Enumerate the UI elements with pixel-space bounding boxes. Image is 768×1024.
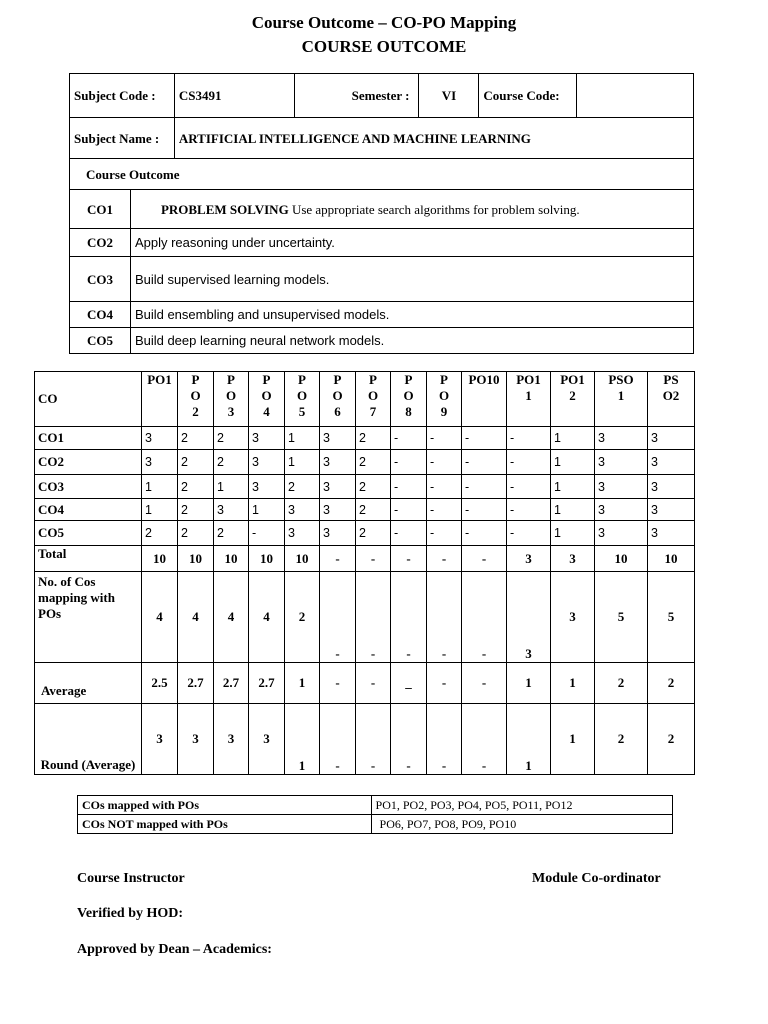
mapping-cell: 3 (595, 499, 648, 521)
mapping-cell: 1 (551, 521, 595, 546)
module-coordinator-label: Module Co-ordinator (532, 871, 661, 886)
outcome-row (70, 302, 694, 328)
mapping-cell: 3 (648, 499, 695, 521)
count-row (35, 572, 695, 663)
round-cell: 1 (551, 704, 595, 775)
mapping-cell: 3 (595, 427, 648, 450)
outcome-text: Build deep learning neural network models. (130, 328, 693, 354)
course-outcome-table (69, 73, 694, 354)
average-cell: 1 (551, 663, 595, 704)
mapping-cell: 2 (356, 475, 391, 499)
mapping-cell: - (391, 521, 427, 546)
count-cell: 3 (507, 572, 551, 663)
mapping-cell: 3 (249, 427, 285, 450)
average-cell: 1 (285, 663, 320, 704)
average-cell: _ (391, 663, 427, 704)
total-cell: - (462, 546, 507, 572)
mapping-cell: 1 (285, 450, 320, 475)
round-cell: 3 (214, 704, 249, 775)
average-cell: 2.7 (249, 663, 285, 704)
outcome-id: CO4 (70, 302, 131, 328)
outcome-id: CO2 (70, 229, 131, 257)
mapping-cell: 2 (178, 499, 214, 521)
mapping-cell: 3 (249, 450, 285, 475)
round-cell: - (320, 704, 356, 775)
total-label: Total (35, 546, 142, 572)
mapping-cell: - (427, 475, 462, 499)
po-header: PO1 1 (507, 372, 551, 427)
mapping-cell: 2 (178, 450, 214, 475)
co-po-mapping-table (34, 371, 695, 775)
mapping-cell: - (507, 475, 551, 499)
mapping-cell: - (507, 499, 551, 521)
mapping-cell: 2 (285, 475, 320, 499)
po-header: PO1 2 (551, 372, 595, 427)
mapping-cell: 1 (214, 475, 249, 499)
mapping-cell: 2 (178, 427, 214, 450)
mapping-cell: 2 (356, 450, 391, 475)
average-cell: - (427, 663, 462, 704)
mapping-cell: 3 (142, 427, 178, 450)
mapping-cell: - (507, 427, 551, 450)
outcome-text: Use appropriate search algorithms for problem solving. (291, 201, 580, 217)
mapping-cell: 1 (551, 450, 595, 475)
course-instructor-label: Course Instructor (77, 871, 185, 886)
mapping-cell: 2 (214, 427, 249, 450)
semester-label: Semester : (294, 74, 419, 118)
count-cell: - (320, 572, 356, 663)
mapping-cell: - (391, 475, 427, 499)
mapping-cell: 3 (285, 499, 320, 521)
total-cell: 10 (178, 546, 214, 572)
document-title: Course Outcome – CO-PO Mapping (251, 13, 517, 32)
total-cell: 10 (648, 546, 695, 572)
mapping-cell: 2 (214, 450, 249, 475)
total-cell: 10 (249, 546, 285, 572)
total-cell: 10 (285, 546, 320, 572)
po-header: P O 5 (285, 372, 320, 427)
mapping-cell: 3 (595, 450, 648, 475)
total-cell: 10 (595, 546, 648, 572)
mapping-cell: - (462, 475, 507, 499)
po-header: P O 6 (320, 372, 356, 427)
mapping-cell: 3 (285, 521, 320, 546)
mapping-cell: - (462, 521, 507, 546)
round-label: Round (Average) (35, 704, 142, 775)
mapping-cell: 1 (551, 499, 595, 521)
mapped-value: PO1, PO2, PO3, PO4, PO5, PO11, PO12 (371, 796, 672, 815)
total-cell: 10 (142, 546, 178, 572)
round-cell: 3 (142, 704, 178, 775)
mapping-cell: 2 (356, 499, 391, 521)
round-cell: 1 (507, 704, 551, 775)
po-header: P O 3 (214, 372, 249, 427)
approved-by-dean-label: Approved by Dean – Academics: (77, 942, 272, 957)
mapping-cell: 1 (249, 499, 285, 521)
outcome-id: CO3 (70, 257, 131, 302)
subject-code-label: Subject Code : (70, 74, 175, 118)
outcome-id: CO5 (70, 328, 131, 354)
mapping-cell: 3 (320, 521, 356, 546)
average-cell: - (320, 663, 356, 704)
count-cell: - (356, 572, 391, 663)
average-cell: 2.7 (214, 663, 249, 704)
mapping-cell: - (462, 427, 507, 450)
total-row (35, 546, 695, 572)
subject-name-label: Subject Name : (70, 118, 175, 159)
round-cell: - (391, 704, 427, 775)
round-cell: - (427, 704, 462, 775)
average-row (35, 663, 695, 704)
mapping-cell: - (391, 450, 427, 475)
mapping-row-co: CO4 (35, 499, 142, 521)
mapping-cell: 1 (551, 427, 595, 450)
mapping-cell: - (427, 499, 462, 521)
mapping-row (35, 499, 695, 521)
round-cell: - (462, 704, 507, 775)
mapping-row-co: CO3 (35, 475, 142, 499)
mapping-cell: - (462, 450, 507, 475)
outcome-row (70, 328, 694, 354)
count-cell: 5 (595, 572, 648, 663)
subject-code-value: CS3491 (174, 74, 294, 118)
mapping-cell: - (391, 427, 427, 450)
verified-by-hod-label: Verified by HOD: (77, 906, 184, 921)
average-cell: - (356, 663, 391, 704)
round-cell: 2 (648, 704, 695, 775)
outcome-text: Apply reasoning under uncertainty. (130, 229, 693, 257)
average-cell: 2 (595, 663, 648, 704)
mapping-cell: 3 (648, 521, 695, 546)
mapping-cell: - (427, 427, 462, 450)
mapping-cell: 3 (249, 475, 285, 499)
po-summary-table (77, 795, 673, 834)
count-cell: 5 (648, 572, 695, 663)
round-cell: - (356, 704, 391, 775)
round-cell: 3 (178, 704, 214, 775)
outcome-row (70, 190, 694, 229)
mapping-cell: 2 (356, 427, 391, 450)
mapping-row-co: CO1 (35, 427, 142, 450)
mapping-cell: 3 (648, 450, 695, 475)
mapping-cell: 3 (320, 450, 356, 475)
not-mapped-value: PO6, PO7, PO8, PO9, PO10 (371, 815, 672, 834)
subject-name-value: ARTIFICIAL INTELLIGENCE AND MACHINE LEARNING (174, 118, 693, 159)
mapping-cell: 3 (648, 427, 695, 450)
total-cell: - (427, 546, 462, 572)
course-code-label: Course Code: (479, 74, 577, 118)
mapping-cell: - (462, 499, 507, 521)
course-outcome-heading: Course Outcome (70, 159, 694, 190)
mapped-label: COs mapped with POs (78, 796, 372, 815)
mapping-cell: - (391, 499, 427, 521)
mapping-cell: - (507, 450, 551, 475)
mapping-cell: 3 (320, 475, 356, 499)
course-code-value (577, 74, 694, 118)
outcome-text: Build supervised learning models. (130, 257, 693, 302)
po-header: PO1 (142, 372, 178, 427)
count-label: No. of Cos mapping with POs (35, 572, 142, 663)
total-cell: - (320, 546, 356, 572)
co-header: CO (35, 372, 142, 427)
total-cell: 10 (214, 546, 249, 572)
mapping-row-co: CO5 (35, 521, 142, 546)
po-header: P O 2 (178, 372, 214, 427)
mapping-cell: - (507, 521, 551, 546)
pso-header: PS O2 (648, 372, 695, 427)
po-header: PO10 (462, 372, 507, 427)
total-cell: - (356, 546, 391, 572)
count-cell: 4 (142, 572, 178, 663)
mapping-cell: 1 (285, 427, 320, 450)
round-row (35, 704, 695, 775)
outcome-id: CO1 (70, 190, 131, 229)
count-cell: 4 (214, 572, 249, 663)
mapping-header-row (35, 372, 695, 427)
mapping-cell: 3 (320, 499, 356, 521)
average-cell: - (462, 663, 507, 704)
mapping-cell: 2 (142, 521, 178, 546)
mapping-cell: 3 (142, 450, 178, 475)
outcome-row (70, 229, 694, 257)
average-cell: 1 (507, 663, 551, 704)
count-cell: - (391, 572, 427, 663)
count-cell: 4 (249, 572, 285, 663)
po-header: P O 7 (356, 372, 391, 427)
mapping-cell: 2 (214, 521, 249, 546)
mapping-row (35, 475, 695, 499)
section-title: COURSE OUTCOME (301, 37, 467, 56)
count-cell: 4 (178, 572, 214, 663)
mapping-cell: 3 (595, 475, 648, 499)
mapping-cell: 2 (178, 521, 214, 546)
outcome-row (70, 257, 694, 302)
mapping-cell: 1 (142, 499, 178, 521)
total-cell: 3 (551, 546, 595, 572)
mapping-row-co: CO2 (35, 450, 142, 475)
average-cell: 2 (648, 663, 695, 704)
mapping-cell: 2 (356, 521, 391, 546)
not-mapped-label: COs NOT mapped with POs (78, 815, 372, 834)
average-cell: 2.7 (178, 663, 214, 704)
outcome-lead: PROBLEM SOLVING (160, 201, 289, 217)
pso-header: PSO 1 (595, 372, 648, 427)
mapping-cell: 2 (178, 475, 214, 499)
outcome-text: Build ensembling and unsupervised models. (130, 302, 693, 328)
round-cell: 3 (249, 704, 285, 775)
mapping-cell: 1 (551, 475, 595, 499)
total-cell: 3 (507, 546, 551, 572)
round-cell: 2 (595, 704, 648, 775)
po-header: P O 8 (391, 372, 427, 427)
count-cell: 2 (285, 572, 320, 663)
mapping-cell: - (427, 450, 462, 475)
average-cell: 2.5 (142, 663, 178, 704)
po-header: P O 9 (427, 372, 462, 427)
mapping-cell: - (427, 521, 462, 546)
mapping-cell: 1 (142, 475, 178, 499)
mapping-cell: - (249, 521, 285, 546)
mapping-cell: 3 (214, 499, 249, 521)
average-label: Average (35, 663, 142, 704)
semester-value: VI (419, 74, 479, 118)
mapping-cell: 3 (320, 427, 356, 450)
count-cell: - (462, 572, 507, 663)
total-cell: - (391, 546, 427, 572)
mapping-row (35, 427, 695, 450)
mapping-row (35, 521, 695, 546)
count-cell: - (427, 572, 462, 663)
mapping-cell: 3 (648, 475, 695, 499)
po-header: P O 4 (249, 372, 285, 427)
mapping-cell: 3 (595, 521, 648, 546)
count-cell: 3 (551, 572, 595, 663)
round-cell: 1 (285, 704, 320, 775)
mapping-row (35, 450, 695, 475)
